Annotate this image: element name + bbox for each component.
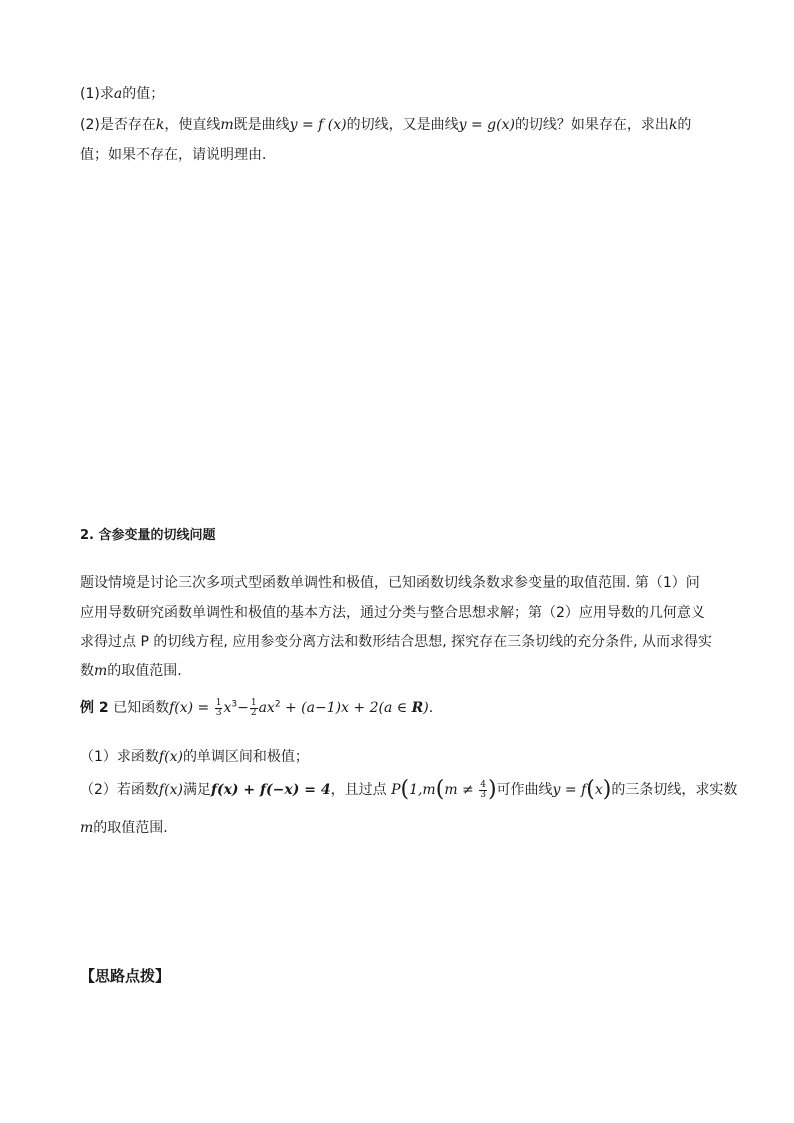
question-part-1: [80, 84, 720, 104]
fraction-denominator: 3: [480, 789, 486, 800]
math-var: x: [223, 700, 232, 716]
example-2-part-2-line-1: [80, 777, 738, 802]
text: 的值；: [122, 86, 165, 102]
math-var: k: [155, 117, 165, 133]
example-2-part-1: [80, 747, 720, 767]
example-label: 例 2: [80, 700, 109, 716]
math-var: ax: [258, 700, 275, 716]
fraction: [479, 781, 487, 800]
fraction: [215, 699, 223, 718]
fraction-numerator: 1: [250, 697, 257, 708]
text: 的切线，又是曲线: [346, 117, 459, 133]
paragraph-line: [80, 661, 720, 681]
fraction: [250, 699, 258, 718]
text: （2）若函数: [80, 782, 159, 798]
exponent: 3: [231, 699, 238, 710]
math-expression: + (a−1)x + 2(a ∈: [280, 700, 412, 716]
paragraph-line: 题设情境是讨论三次多项式型函数单调性和极值，已知函数切线条数求参变量的取值范围. 第（1）问: [80, 575, 700, 591]
math-expression: f(x): [158, 749, 183, 765]
text: 的取值范围.: [93, 820, 168, 836]
text: ，使直线: [164, 117, 221, 133]
math-expression: f(x): [158, 782, 183, 798]
text: (2)是否存在: [80, 117, 156, 133]
example-2-statement: [80, 698, 720, 718]
math-expression: y = f: [552, 782, 587, 798]
text: 的: [677, 117, 692, 133]
math-set: R: [411, 700, 424, 716]
text: 的单调区间和极值；: [182, 749, 309, 765]
math-expression: 1,m: [409, 782, 436, 798]
text: ，且过点: [330, 782, 392, 798]
math-var: a: [113, 86, 123, 102]
fraction-denominator: 3: [215, 707, 222, 718]
math-var: m: [94, 663, 108, 679]
text: 既是曲线: [233, 117, 290, 133]
text: 满足: [182, 782, 211, 798]
exponent: 2: [274, 699, 281, 710]
text: 的取值范围.: [107, 663, 182, 679]
math-operator: −: [237, 700, 249, 716]
paren: ): [602, 777, 612, 802]
question-part-2-line-2: 值；如果不存在，请说明理由．: [80, 147, 276, 163]
text: 的三条切线，求实数: [611, 782, 738, 798]
paragraph-line: 求得过点 P 的切线方程, 应用参变分离方法和数形结合思想, 探究存在三条切线的充分条件, 从而求得实: [80, 634, 713, 650]
text: 已知函数: [108, 700, 170, 716]
text: （1）求函数: [80, 749, 159, 765]
paren: (: [400, 777, 410, 802]
text: 的切线？如果存在，求出: [514, 117, 669, 133]
hint-heading: 【思路点拨】: [80, 967, 171, 985]
math-var: m: [80, 820, 94, 836]
math-var: P: [391, 782, 401, 798]
math-var: x: [594, 782, 603, 798]
math-var: k: [668, 117, 678, 133]
math-expression: ).: [423, 700, 434, 716]
paren: (: [586, 777, 595, 802]
example-2-part-2-line-2: [80, 818, 720, 838]
math-expression: y = f (x): [289, 117, 347, 133]
paragraph-line: 应用导数研究函数单调性和极值的基本方法，通过分类与整合思想求解；第（2）应用导数的几何意义: [80, 605, 705, 621]
fraction-denominator: 2: [250, 707, 257, 718]
math-expression: m ≠: [444, 782, 479, 798]
paren: (: [435, 777, 445, 802]
math-expression: y = g(x): [458, 117, 515, 133]
paren: ): [487, 777, 497, 802]
math-var: m: [220, 117, 234, 133]
text: 数: [80, 663, 94, 679]
math-expression: f(x) =: [169, 700, 214, 716]
section-heading: 2. 含参变量的切线问题: [80, 528, 216, 543]
math-expression: f(x) + f(−x) = 4: [210, 782, 331, 798]
fraction-numerator: 1: [215, 697, 222, 708]
question-part-2-line-1: [80, 115, 720, 135]
text: 可作曲线: [496, 782, 553, 798]
text: (1)求: [80, 86, 114, 102]
fraction-numerator: 4: [480, 779, 486, 790]
